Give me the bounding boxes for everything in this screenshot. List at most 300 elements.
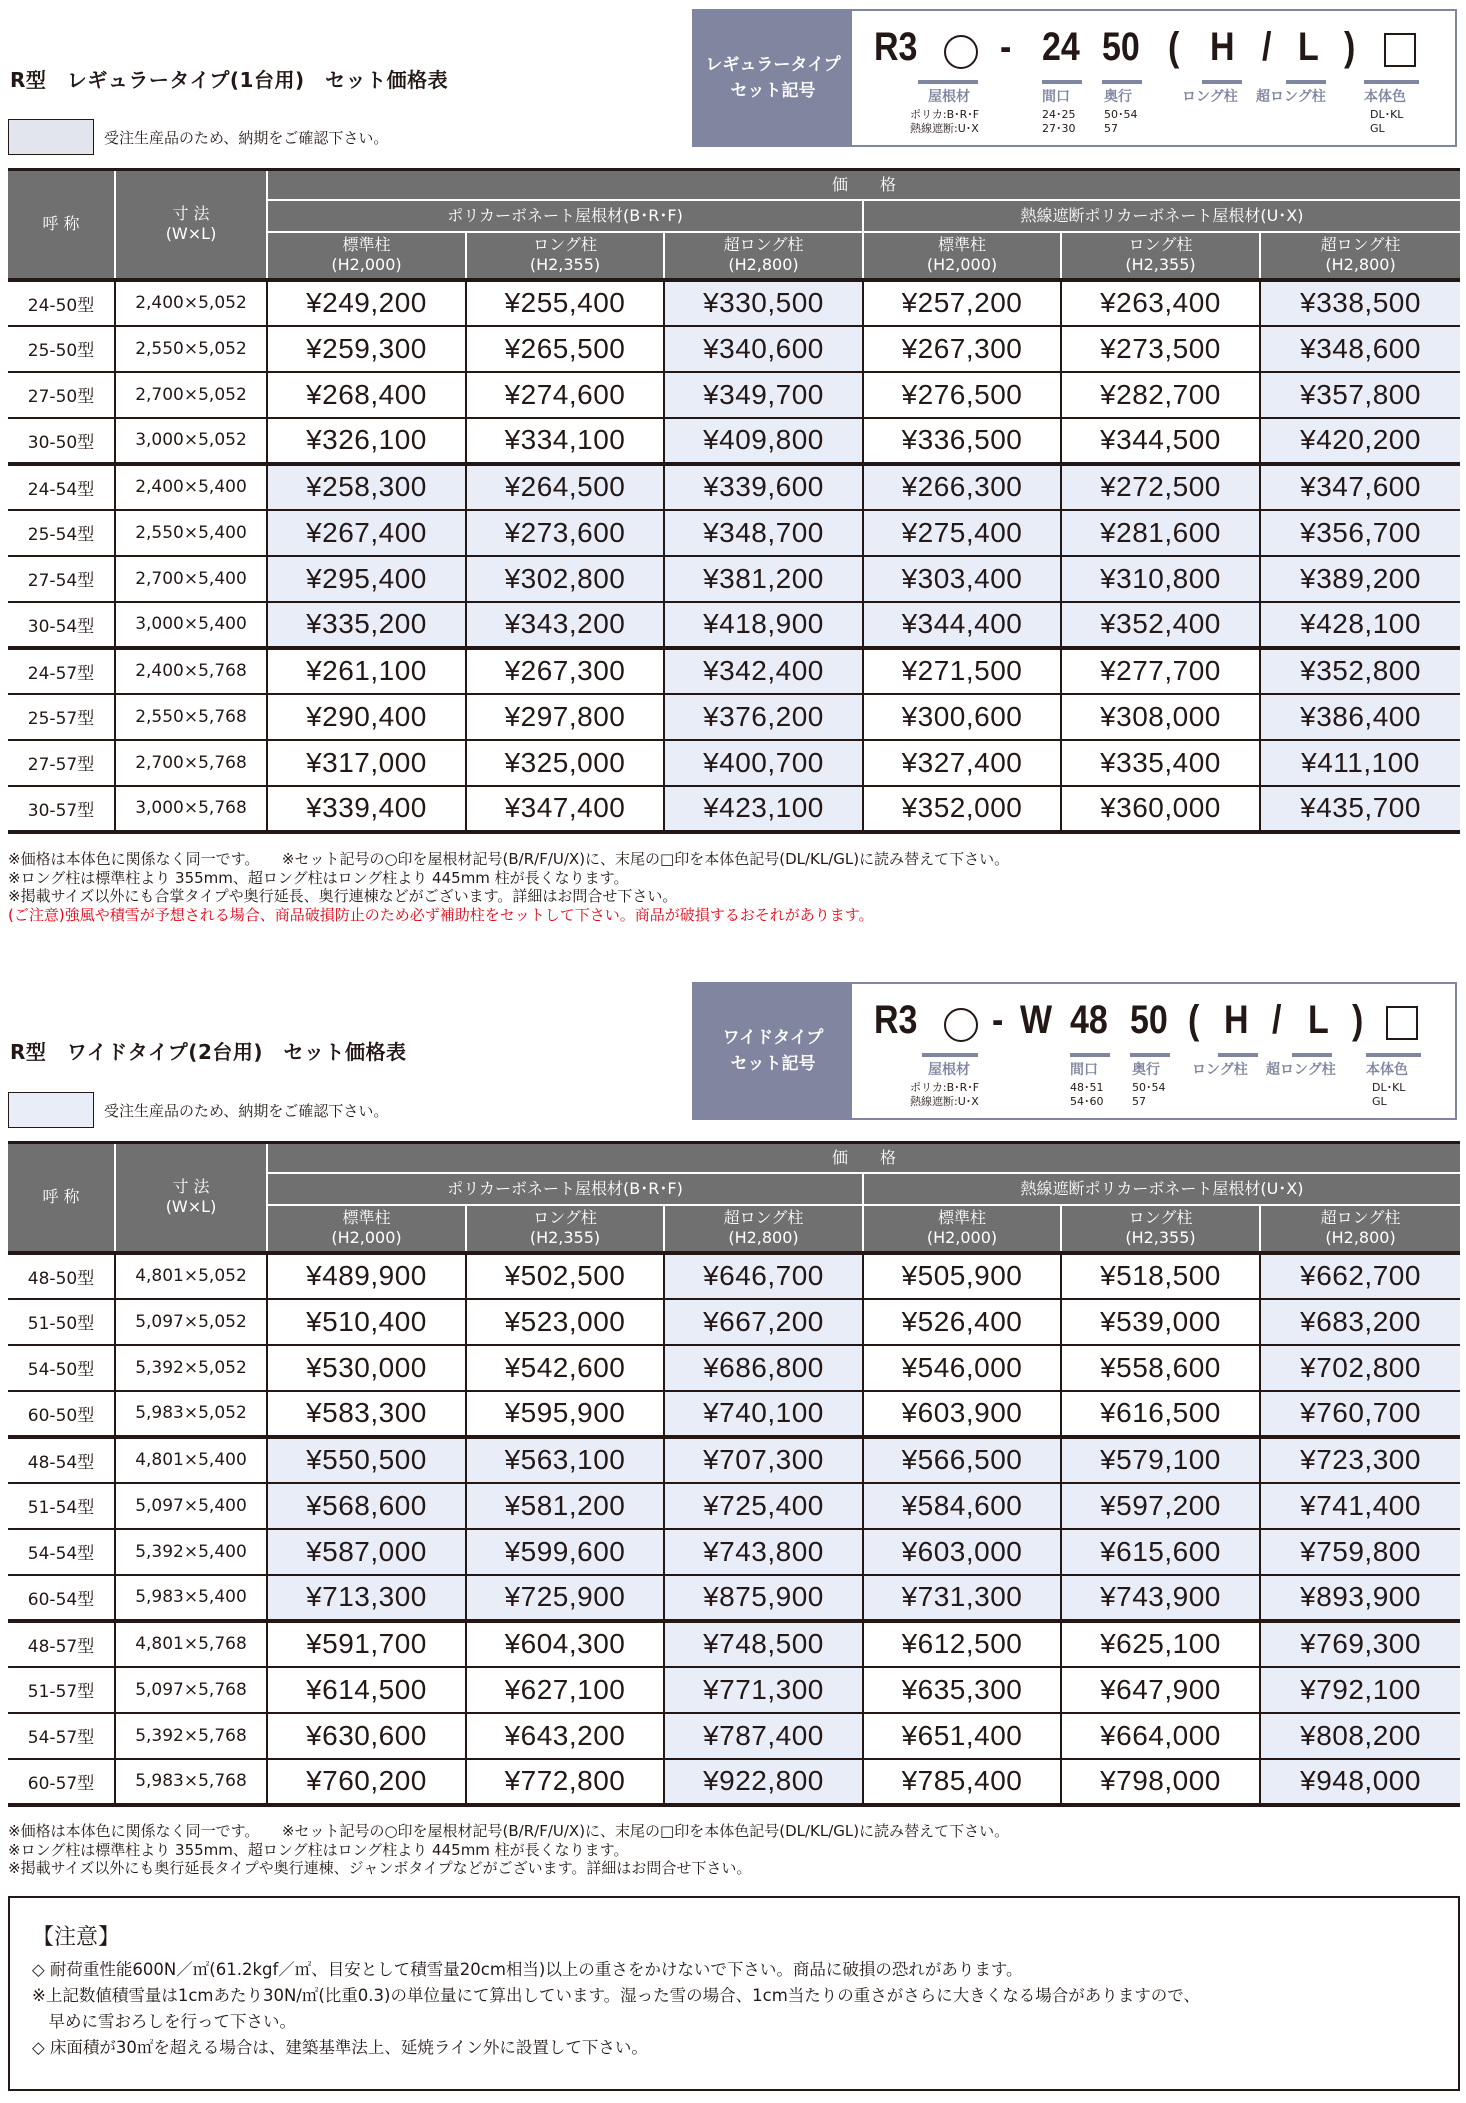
row-name: 54-54型 (8, 1529, 115, 1575)
price-cell: ¥647,900 (1061, 1667, 1260, 1713)
price-cell: ¥702,800 (1260, 1345, 1460, 1391)
row-name: 60-50型 (8, 1391, 115, 1437)
code-dash: - (992, 998, 1004, 1042)
row-name: 48-57型 (8, 1621, 115, 1667)
row-name: 25-57型 (8, 694, 115, 740)
table-row (8, 1575, 1460, 1621)
price-cell: ¥662,700 (1260, 1253, 1460, 1299)
width-underline (1070, 1053, 1110, 1057)
header-col: ロング柱 (H2,355) (466, 1205, 664, 1253)
set-code-body (852, 11, 1455, 145)
row-name: 27-57型 (8, 740, 115, 786)
row-size: 4,801×5,400 (115, 1437, 267, 1483)
note: ※価格は本体色に関係なく同一です。 ※セット記号の○印を屋根材記号(B/R/F/U/X)に、末尾の□印を本体色記号(DL/KL/GL)に読み替えて下さい。 (8, 850, 1010, 868)
code-l: L (1298, 25, 1319, 69)
row-name: 24-57型 (8, 648, 115, 694)
price-cell: ¥760,700 (1260, 1391, 1460, 1437)
header-col: 標準柱 (H2,000) (267, 232, 466, 280)
sub-roof: ポリカ:B･R･F 熱線遮断:U･X (910, 1081, 980, 1108)
sub-depth: 50･54 57 (1132, 1081, 1166, 1108)
row-size: 5,392×5,768 (115, 1713, 267, 1759)
price-cell: ¥731,300 (863, 1575, 1061, 1621)
price-cell: ¥300,600 (863, 694, 1061, 740)
row-name: 30-50型 (8, 418, 115, 464)
row-name: 30-57型 (8, 786, 115, 832)
price-cell: ¥664,000 (1061, 1713, 1260, 1759)
price-cell: ¥597,200 (1061, 1483, 1260, 1529)
price-cell: ¥409,800 (664, 418, 863, 464)
color-underline (1366, 1053, 1421, 1057)
price-cell: ¥400,700 (664, 740, 863, 786)
table-row (8, 1483, 1460, 1529)
row-size: 5,097×5,768 (115, 1667, 267, 1713)
row-size: 5,983×5,768 (115, 1759, 267, 1805)
header-size: 寸 法 (W×L) (115, 170, 267, 280)
price-cell: ¥376,200 (664, 694, 863, 740)
price-cell: ¥625,100 (1061, 1621, 1260, 1667)
code-lparen: ( (1168, 25, 1180, 69)
price-cell: ¥335,200 (267, 602, 466, 648)
caption-color: 本体色 (1364, 89, 1406, 105)
price-cell: ¥760,200 (267, 1759, 466, 1805)
price-cell: ¥798,000 (1061, 1759, 1260, 1805)
code-rparen: ) (1352, 998, 1364, 1042)
table-row (8, 1713, 1460, 1759)
wide-price-table (8, 1141, 1460, 1807)
caption-super-long: 超ロング柱 (1256, 89, 1326, 105)
price-cell: ¥627,100 (466, 1667, 664, 1713)
table-row (8, 648, 1460, 694)
row-name: 54-57型 (8, 1713, 115, 1759)
table-row (8, 1529, 1460, 1575)
code-depth: 50 (1130, 998, 1168, 1042)
regular-price-table (8, 168, 1460, 834)
note: ※掲載サイズ以外にも合掌タイプや奥行延長、奥行連棟などがございます。詳細はお問合せ下さい。 (8, 887, 678, 905)
caution-line: ※上記数値積雪量は1cmあたり30N/㎡(比重0.3)の単位量にて算出しています。湿った雪の場合、1cm当たりの重さがさらに大きくなる場合がありますので、 (32, 1986, 1200, 2005)
price-cell: ¥348,700 (664, 510, 863, 556)
price-cell: ¥335,400 (1061, 740, 1260, 786)
caption-roof: 屋根材 (928, 1062, 970, 1078)
price-cell: ¥308,000 (1061, 694, 1260, 740)
set-code-body (852, 984, 1455, 1118)
header-col: 超ロング柱 (H2,800) (1260, 232, 1460, 280)
price-cell: ¥707,300 (664, 1437, 863, 1483)
price-cell: ¥787,400 (664, 1713, 863, 1759)
caution-line: ◇ 耐荷重性能600N／㎡(61.2kgf／㎡、目安として積雪量20cm相当)以上の重さをかけないで下さい。商品に破損の恐れがあります。 (32, 1960, 1023, 1979)
header-group-polycarbonate: ポリカーボネート屋根材(B･R･F) (267, 200, 863, 232)
price-cell: ¥336,500 (863, 418, 1061, 464)
caption-depth: 奥行 (1132, 1062, 1160, 1078)
price-cell: ¥327,400 (863, 740, 1061, 786)
set-code-label (694, 984, 852, 1118)
color-underline (1364, 80, 1419, 84)
width-underline (1042, 80, 1082, 84)
row-name: 60-54型 (8, 1575, 115, 1621)
price-cell: ¥539,000 (1061, 1299, 1260, 1345)
price-cell: ¥683,200 (1260, 1299, 1460, 1345)
row-size: 2,700×5,400 (115, 556, 267, 602)
table-row (8, 1391, 1460, 1437)
price-cell: ¥808,200 (1260, 1713, 1460, 1759)
price-cell: ¥273,500 (1061, 326, 1260, 372)
price-cell: ¥743,800 (664, 1529, 863, 1575)
price-cell: ¥651,400 (863, 1713, 1061, 1759)
row-size: 3,000×5,052 (115, 418, 267, 464)
price-cell: ¥347,400 (466, 786, 664, 832)
row-size: 2,400×5,768 (115, 648, 267, 694)
code-slash: / (1262, 25, 1272, 69)
price-cell: ¥603,000 (863, 1529, 1061, 1575)
price-cell: ¥646,700 (664, 1253, 863, 1299)
header-col: 標準柱 (H2,000) (863, 1205, 1061, 1253)
price-cell: ¥303,400 (863, 556, 1061, 602)
row-name: 51-54型 (8, 1483, 115, 1529)
price-cell: ¥261,100 (267, 648, 466, 694)
price-cell: ¥546,000 (863, 1345, 1061, 1391)
price-cell: ¥297,800 (466, 694, 664, 740)
price-cell: ¥948,000 (1260, 1759, 1460, 1805)
code-depth: 50 (1102, 25, 1140, 69)
row-name: 24-54型 (8, 464, 115, 510)
price-cell: ¥326,100 (267, 418, 466, 464)
price-cell: ¥725,400 (664, 1483, 863, 1529)
set-code-label-line2: セット記号 (730, 81, 816, 101)
price-cell: ¥595,900 (466, 1391, 664, 1437)
table-row (8, 510, 1460, 556)
row-name: 60-57型 (8, 1759, 115, 1805)
price-cell: ¥389,200 (1260, 556, 1460, 602)
price-cell: ¥875,900 (664, 1575, 863, 1621)
code-l: L (1308, 998, 1329, 1042)
row-size: 5,983×5,400 (115, 1575, 267, 1621)
row-name: 54-50型 (8, 1345, 115, 1391)
color-square-icon (1384, 33, 1416, 67)
price-cell: ¥266,300 (863, 464, 1061, 510)
price-cell: ¥526,400 (863, 1299, 1061, 1345)
sub-width: 24･25 27･30 (1042, 108, 1076, 135)
table-row (8, 694, 1460, 740)
table-row (8, 1759, 1460, 1805)
table-row (8, 1299, 1460, 1345)
color-square-icon (1386, 1006, 1418, 1040)
long-underline (1202, 80, 1242, 84)
caption-depth: 奥行 (1104, 89, 1132, 105)
price-cell: ¥922,800 (664, 1759, 863, 1805)
price-cell: ¥713,300 (267, 1575, 466, 1621)
price-cell: ¥581,200 (466, 1483, 664, 1529)
price-cell: ¥423,100 (664, 786, 863, 832)
price-cell: ¥587,000 (267, 1529, 466, 1575)
row-size: 5,983×5,052 (115, 1391, 267, 1437)
price-cell: ¥771,300 (664, 1667, 863, 1713)
caption-color: 本体色 (1366, 1062, 1408, 1078)
price-cell: ¥759,800 (1260, 1529, 1460, 1575)
row-name: 48-54型 (8, 1437, 115, 1483)
code-h: H (1224, 998, 1249, 1042)
price-cell: ¥325,000 (466, 740, 664, 786)
price-cell: ¥489,900 (267, 1253, 466, 1299)
row-size: 2,400×5,400 (115, 464, 267, 510)
caution-line: 早めに雪おろしを行って下さい。 (32, 2012, 296, 2031)
price-cell: ¥356,700 (1260, 510, 1460, 556)
caution-box (8, 1896, 1460, 2091)
caption-super-long: 超ロング柱 (1266, 1062, 1336, 1078)
price-cell: ¥518,500 (1061, 1253, 1260, 1299)
header-group-heat-block: 熱線遮断ポリカーボネート屋根材(U･X) (863, 200, 1460, 232)
price-cell: ¥566,500 (863, 1437, 1061, 1483)
table-row (8, 326, 1460, 372)
row-size: 5,392×5,052 (115, 1345, 267, 1391)
price-cell: ¥352,000 (863, 786, 1061, 832)
table-row (8, 464, 1460, 510)
price-cell: ¥568,600 (267, 1483, 466, 1529)
header-col: 標準柱 (H2,000) (863, 232, 1061, 280)
price-cell: ¥281,600 (1061, 510, 1260, 556)
row-name: 25-54型 (8, 510, 115, 556)
row-name: 48-50型 (8, 1253, 115, 1299)
super-long-underline (1292, 1053, 1332, 1057)
note: ※ロング柱は標準柱より 355mm、超ロング柱はロング柱より 445mm 柱が長くなります。 (8, 1840, 629, 1859)
caution-heading: 【注意】 (32, 1925, 121, 1950)
price-cell: ¥604,300 (466, 1621, 664, 1667)
code-rparen: ) (1344, 25, 1356, 69)
header-price: 価 格 (267, 170, 1460, 200)
price-cell: ¥635,300 (863, 1667, 1061, 1713)
sub-roof: ポリカ:B･R･F 熱線遮断:U･X (910, 108, 980, 135)
note: ※価格は本体色に関係なく同一です。 ※セット記号の○印を屋根材記号(B/R/F/U/X)に、末尾の□印を本体色記号(DL/KL/GL)に読み替えて下さい。 (8, 1822, 1010, 1840)
price-cell: ¥348,600 (1260, 326, 1460, 372)
header-group-polycarbonate: ポリカーボネート屋根材(B･R･F) (267, 1173, 863, 1205)
code-slash: / (1272, 998, 1282, 1042)
wide-set-code-box (692, 982, 1457, 1120)
price-cell: ¥579,100 (1061, 1437, 1260, 1483)
price-cell: ¥893,900 (1260, 1575, 1460, 1621)
price-cell: ¥277,700 (1061, 648, 1260, 694)
price-cell: ¥295,400 (267, 556, 466, 602)
price-cell: ¥667,200 (664, 1299, 863, 1345)
legend (8, 1092, 388, 1128)
sub-color: DL･KL GL (1372, 1081, 1406, 1108)
header-col: 超ロング柱 (H2,800) (1260, 1205, 1460, 1253)
row-size: 4,801×5,768 (115, 1621, 267, 1667)
table-row (8, 418, 1460, 464)
price-cell: ¥255,400 (466, 280, 664, 326)
price-cell: ¥428,100 (1260, 602, 1460, 648)
legend-text: 受注生産品のため、納期をご確認下さい。 (104, 1101, 389, 1120)
sub-color: DL･KL GL (1370, 108, 1404, 135)
price-cell: ¥290,400 (267, 694, 466, 740)
price-cell: ¥330,500 (664, 280, 863, 326)
regular-table-body (8, 280, 1460, 832)
header-price: 価 格 (267, 1143, 1460, 1173)
price-cell: ¥259,300 (267, 326, 466, 372)
price-cell: ¥505,900 (863, 1253, 1061, 1299)
row-name: 51-50型 (8, 1299, 115, 1345)
row-name: 25-50型 (8, 326, 115, 372)
table-row (8, 602, 1460, 648)
price-cell: ¥275,400 (863, 510, 1061, 556)
price-cell: ¥743,900 (1061, 1575, 1260, 1621)
header-name: 呼 称 (8, 170, 115, 280)
price-cell: ¥612,500 (863, 1621, 1061, 1667)
table-row (8, 1253, 1460, 1299)
price-cell: ¥741,400 (1260, 1483, 1460, 1529)
table-row (8, 556, 1460, 602)
code-lparen: ( (1188, 998, 1200, 1042)
price-cell: ¥502,500 (466, 1253, 664, 1299)
caption-long: ロング柱 (1182, 89, 1238, 105)
price-cell: ¥263,400 (1061, 280, 1260, 326)
row-size: 2,700×5,768 (115, 740, 267, 786)
header-col: 標準柱 (H2,000) (267, 1205, 466, 1253)
price-cell: ¥344,500 (1061, 418, 1260, 464)
price-cell: ¥550,500 (267, 1437, 466, 1483)
price-cell: ¥339,400 (267, 786, 466, 832)
row-size: 2,550×5,400 (115, 510, 267, 556)
price-cell: ¥563,100 (466, 1437, 664, 1483)
price-cell: ¥643,200 (466, 1713, 664, 1759)
header-col: ロング柱 (H2,355) (466, 232, 664, 280)
price-cell: ¥258,300 (267, 464, 466, 510)
table-row (8, 1345, 1460, 1391)
code-r3: R3 (874, 25, 918, 69)
price-cell: ¥740,100 (664, 1391, 863, 1437)
row-size: 3,000×5,768 (115, 786, 267, 832)
price-cell: ¥725,900 (466, 1575, 664, 1621)
long-underline (1218, 1053, 1258, 1057)
price-cell: ¥338,500 (1260, 280, 1460, 326)
roof-underline (922, 1053, 978, 1057)
header-col: ロング柱 (H2,355) (1061, 1205, 1260, 1253)
set-code-label (694, 11, 852, 145)
roof-underline (918, 80, 978, 84)
regular-notes (8, 850, 1009, 924)
note: ※掲載サイズ以外にも奥行延長タイプや奥行連棟、ジャンボタイプなどがございます。詳細はお問合せ下さい。 (8, 1859, 752, 1877)
caption-long: ロング柱 (1192, 1062, 1248, 1078)
row-size: 2,700×5,052 (115, 372, 267, 418)
price-cell: ¥530,000 (267, 1345, 466, 1391)
price-cell: ¥352,400 (1061, 602, 1260, 648)
roof-circle-icon (944, 1008, 978, 1042)
price-cell: ¥340,600 (664, 326, 863, 372)
row-size: 2,550×5,768 (115, 694, 267, 740)
price-cell: ¥769,300 (1260, 1621, 1460, 1667)
price-cell: ¥344,400 (863, 602, 1061, 648)
legend (8, 119, 388, 155)
code-w: W (1020, 998, 1053, 1042)
row-size: 4,801×5,052 (115, 1253, 267, 1299)
price-cell: ¥282,700 (1061, 372, 1260, 418)
row-name: 27-54型 (8, 556, 115, 602)
price-cell: ¥542,600 (466, 1345, 664, 1391)
price-cell: ¥723,300 (1260, 1437, 1460, 1483)
row-name: 27-50型 (8, 372, 115, 418)
price-cell: ¥435,700 (1260, 786, 1460, 832)
price-cell: ¥267,400 (267, 510, 466, 556)
price-cell: ¥418,900 (664, 602, 863, 648)
row-name: 51-57型 (8, 1667, 115, 1713)
price-cell: ¥386,400 (1260, 694, 1460, 740)
price-cell: ¥614,500 (267, 1667, 466, 1713)
price-cell: ¥273,600 (466, 510, 664, 556)
price-cell: ¥411,100 (1260, 740, 1460, 786)
price-cell: ¥349,700 (664, 372, 863, 418)
sub-depth: 50･54 57 (1104, 108, 1138, 135)
price-cell: ¥276,500 (863, 372, 1061, 418)
super-long-underline (1286, 80, 1326, 84)
price-cell: ¥615,600 (1061, 1529, 1260, 1575)
price-cell: ¥302,800 (466, 556, 664, 602)
price-cell: ¥420,200 (1260, 418, 1460, 464)
wide-notes (8, 1822, 1009, 1878)
set-code-label-line1: レギュラータイプ (705, 55, 841, 75)
wide-table-body (8, 1253, 1460, 1805)
price-cell: ¥257,200 (863, 280, 1061, 326)
set-code-label-line1: ワイドタイプ (722, 1028, 824, 1048)
header-col: ロング柱 (H2,355) (1061, 232, 1260, 280)
price-cell: ¥274,600 (466, 372, 664, 418)
warning-note: (ご注意)強風や積雪が予想される場合、商品破損防止のため必ず補助柱をセットして下さい。商品が破損するおそれがあります。 (8, 905, 874, 924)
price-cell: ¥785,400 (863, 1759, 1061, 1805)
price-cell: ¥264,500 (466, 464, 664, 510)
set-code-label-line2: セット記号 (730, 1054, 816, 1074)
row-size: 2,550×5,052 (115, 326, 267, 372)
price-cell: ¥268,400 (267, 372, 466, 418)
header-col: 超ロング柱 (H2,800) (664, 232, 863, 280)
wide-title: R型 ワイドタイプ(2台用) セット価格表 (10, 1040, 407, 1064)
price-cell: ¥603,900 (863, 1391, 1061, 1437)
row-size: 5,097×5,400 (115, 1483, 267, 1529)
price-cell: ¥267,300 (863, 326, 1061, 372)
table-row (8, 740, 1460, 786)
depth-underline (1130, 1053, 1170, 1057)
row-size: 5,392×5,400 (115, 1529, 267, 1575)
price-cell: ¥584,600 (863, 1483, 1061, 1529)
code-dash: - (1000, 25, 1012, 69)
price-cell: ¥748,500 (664, 1621, 863, 1667)
price-cell: ¥381,200 (664, 556, 863, 602)
caption-width: 間口 (1042, 89, 1070, 105)
table-row (8, 1437, 1460, 1483)
price-cell: ¥523,000 (466, 1299, 664, 1345)
price-cell: ¥686,800 (664, 1345, 863, 1391)
table-row (8, 372, 1460, 418)
price-cell: ¥510,400 (267, 1299, 466, 1345)
price-cell: ¥357,800 (1260, 372, 1460, 418)
price-cell: ¥360,000 (1061, 786, 1260, 832)
price-cell: ¥347,600 (1260, 464, 1460, 510)
row-size: 3,000×5,400 (115, 602, 267, 648)
header-size: 寸 法 (W×L) (115, 1143, 267, 1253)
row-size: 2,400×5,052 (115, 280, 267, 326)
price-cell: ¥630,600 (267, 1713, 466, 1759)
legend-swatch (8, 1092, 94, 1128)
table-row (8, 280, 1460, 326)
price-cell: ¥591,700 (267, 1621, 466, 1667)
caution-line: ◇ 床面積が30㎡を超える場合は、建築基準法上、延焼ライン外に設置して下さい。 (32, 2038, 648, 2057)
row-size: 5,097×5,052 (115, 1299, 267, 1345)
table-row (8, 1621, 1460, 1667)
price-cell: ¥339,600 (664, 464, 863, 510)
table-row (8, 1667, 1460, 1713)
code-width: 48 (1070, 998, 1108, 1042)
price-cell: ¥271,500 (863, 648, 1061, 694)
price-cell: ¥267,300 (466, 648, 664, 694)
code-h: H (1210, 25, 1235, 69)
price-cell: ¥352,800 (1260, 648, 1460, 694)
header-group-heat-block: 熱線遮断ポリカーボネート屋根材(U･X) (863, 1173, 1460, 1205)
caption-roof: 屋根材 (928, 89, 970, 105)
